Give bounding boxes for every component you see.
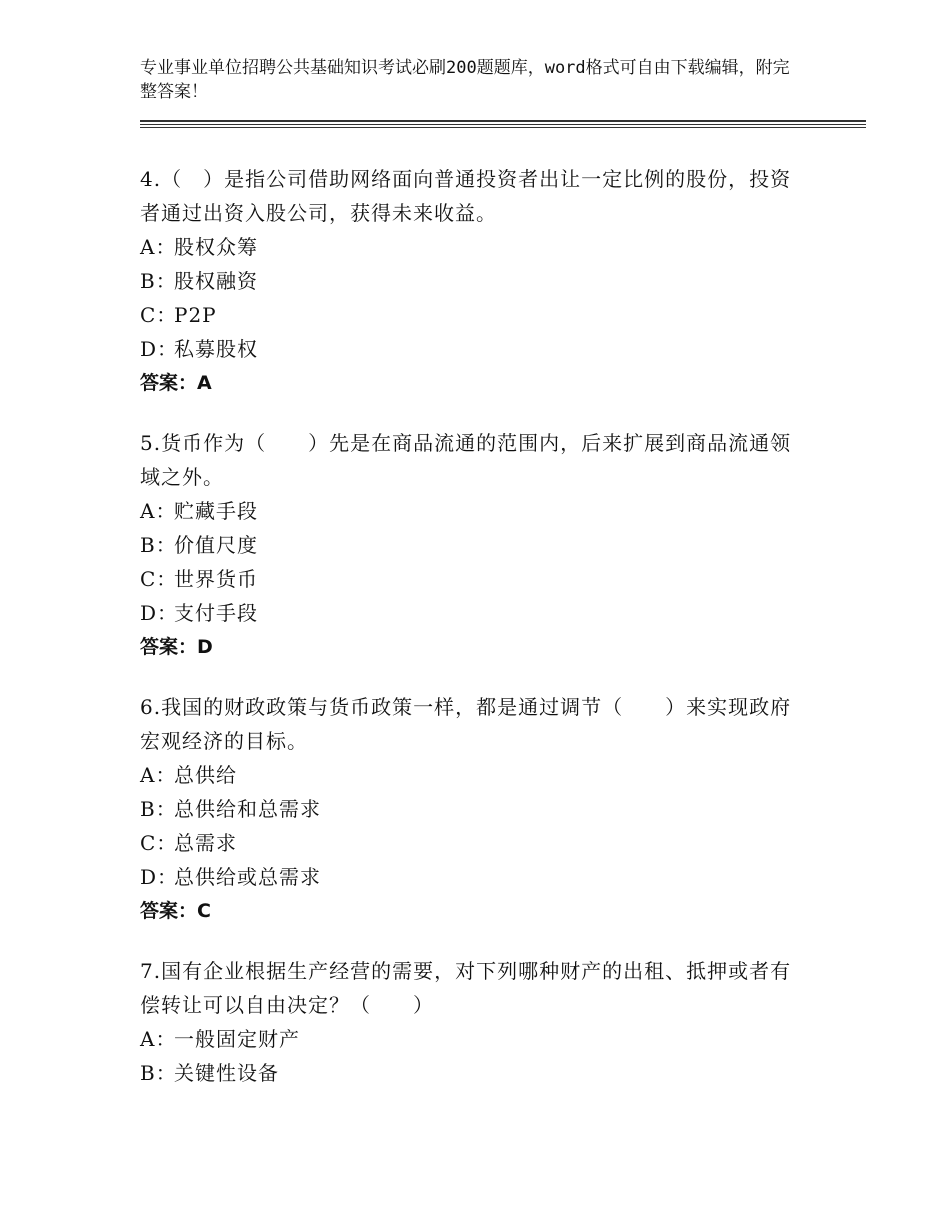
option-label: A： [140, 499, 177, 523]
option-text: 总供给和总需求 [174, 797, 321, 821]
option-text: 世界货币 [174, 567, 258, 591]
option-label: A： [140, 235, 177, 259]
question-list [140, 162, 800, 1116]
option-d [140, 332, 800, 366]
option-b [140, 264, 800, 298]
option-label: B： [140, 269, 177, 293]
option-c [140, 562, 800, 596]
option-b [140, 792, 800, 826]
option-text: 关键性设备 [174, 1061, 279, 1085]
option-b [140, 528, 800, 562]
option-d [140, 860, 800, 894]
option-label: D： [140, 601, 179, 625]
option-text: 总供给或总需求 [174, 865, 321, 889]
option-d [140, 596, 800, 630]
option-c [140, 298, 800, 332]
option-label: D： [140, 337, 179, 361]
question-5 [140, 426, 800, 664]
option-text: P2P [174, 303, 217, 327]
question-6 [140, 690, 800, 928]
option-label: C： [140, 831, 178, 855]
option-text: 股权众筹 [174, 235, 258, 259]
option-label: C： [140, 303, 178, 327]
option-a [140, 230, 800, 264]
option-label: A： [140, 1027, 177, 1051]
question-stem: 4.（ ）是指公司借助网络面向普通投资者出让一定比例的股份，投资者通过出资入股公司，获得未来收益。 [140, 167, 792, 225]
document-header: 专业事业单位招聘公共基础知识考试必刷200题题库，word格式可自由下载编辑，附完整答案！ [140, 58, 790, 102]
option-text: 支付手段 [174, 601, 258, 625]
option-c [140, 826, 800, 860]
answer: 答案：D [140, 636, 213, 658]
option-text: 私募股权 [174, 337, 258, 361]
option-a [140, 494, 800, 528]
answer: 答案：C [140, 900, 211, 922]
question-stem: 6.我国的财政政策与货币政策一样，都是通过调节（ ）来实现政府宏观经济的目标。 [140, 695, 792, 753]
option-label: B： [140, 797, 177, 821]
option-a [140, 758, 800, 792]
option-text: 股权融资 [174, 269, 258, 293]
option-text: 价值尺度 [174, 533, 258, 557]
option-label: B： [140, 1061, 177, 1085]
header-divider-thin [140, 124, 866, 125]
header-divider-thin-2 [140, 127, 866, 128]
option-label: A： [140, 763, 177, 787]
option-text: 贮藏手段 [174, 499, 258, 523]
option-label: C： [140, 567, 178, 591]
question-4 [140, 162, 800, 400]
option-a [140, 1022, 800, 1056]
option-label: B： [140, 533, 177, 557]
question-stem: 7.国有企业根据生产经营的需要，对下列哪种财产的出租、抵押或者有偿转让可以自由决定？（ ） [140, 959, 792, 1017]
option-label: D： [140, 865, 179, 889]
question-7 [140, 954, 800, 1090]
answer: 答案：A [140, 372, 212, 394]
option-text: 总供给 [174, 763, 237, 787]
question-stem: 5.货币作为（ ）先是在商品流通的范围内，后来扩展到商品流通领域之外。 [140, 431, 792, 489]
header-divider-thick [140, 120, 866, 122]
option-text: 总需求 [174, 831, 237, 855]
option-b [140, 1056, 800, 1090]
option-text: 一般固定财产 [174, 1027, 300, 1051]
